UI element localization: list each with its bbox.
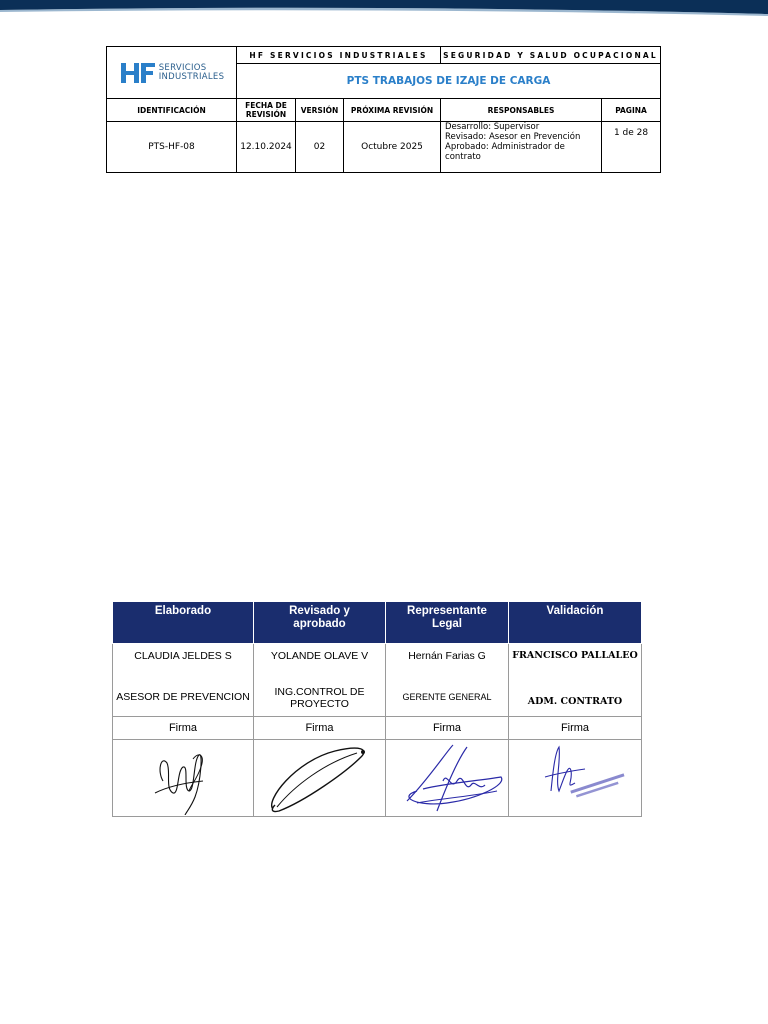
header-revisado: Revisado y aprobado (254, 602, 386, 644)
name-revisado: YOLANDE OLAVE V (270, 650, 369, 662)
company-name: HF SERVICIOS INDUSTRIALES (237, 47, 441, 64)
header-validacion: Validación (509, 602, 642, 644)
header-representante: Representante Legal (386, 602, 509, 644)
hf-logo-mark (119, 61, 157, 85)
approval-table (112, 601, 642, 817)
col-pagina: PAGINA (602, 99, 661, 122)
signature-revisado-image (265, 741, 375, 815)
signature-revisado (254, 740, 386, 817)
role-elaborado: ASESOR DE PREVENCION (116, 691, 250, 703)
approver-revisado (254, 644, 386, 717)
header-elaborado: Elaborado (113, 602, 254, 644)
signature-representante (386, 740, 509, 817)
firma-label: Firma (509, 717, 642, 740)
value-version: 02 (296, 122, 344, 173)
top-band (0, 0, 768, 22)
col-responsables: RESPONSABLES (441, 99, 602, 122)
name-elaborado: CLAUDIA JELDES S (134, 650, 232, 662)
department-name: SEGURIDAD Y SALUD OCUPACIONAL (441, 47, 661, 64)
logo-text: SERVICIOS INDUSTRIALES (158, 62, 225, 82)
company-logo (107, 47, 237, 99)
document-title: PTS TRABAJOS DE IZAJE DE CARGA (237, 64, 661, 99)
col-version: VERSIÓN (296, 99, 344, 122)
signature-validacion-image (525, 741, 625, 815)
value-pagina: 1 de 28 (602, 122, 661, 173)
value-identificacion: PTS-HF-08 (107, 122, 237, 173)
signature-representante-image (387, 741, 507, 815)
signature-validacion (509, 740, 642, 817)
approver-representante (386, 644, 509, 717)
name-validacion: FRANCISCO PALLALEO (512, 650, 638, 661)
col-fecha-revision: FECHA DE REVISIÓN (237, 99, 296, 122)
signature-elaborado-image (143, 741, 223, 815)
role-validacion: ADM. CONTRATO (527, 696, 623, 707)
value-responsables: Desarrollo: Supervisor Revisado: Asesor en Prevención Aprobado: Administrador de contrato (441, 122, 602, 173)
firma-label: Firma (386, 717, 509, 740)
approver-elaborado (113, 644, 254, 717)
col-proxima-revision: PRÓXIMA REVISIÓN (344, 99, 441, 122)
col-identificacion: IDENTIFICACIÓN (107, 99, 237, 122)
approver-validacion (509, 644, 642, 717)
role-revisado: ING.CONTROL DE PROYECTO (274, 686, 365, 710)
firma-label: Firma (254, 717, 386, 740)
value-proxima: Octubre 2025 (344, 122, 441, 173)
document-header-table (106, 46, 661, 173)
value-fecha: 12.10.2024 (237, 122, 296, 173)
validation-stamp (570, 773, 625, 798)
name-representante: Hernán Farias G (408, 650, 486, 662)
signature-elaborado (113, 740, 254, 817)
role-representante: GERENTE GENERAL (402, 692, 492, 702)
firma-label: Firma (113, 717, 254, 740)
